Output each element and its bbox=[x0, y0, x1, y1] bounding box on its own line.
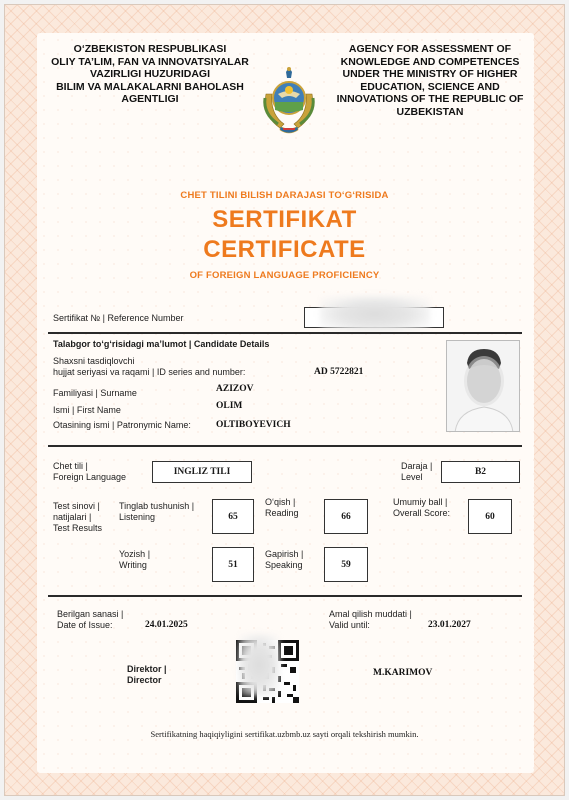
issuer-en-line: UZBEKISTAN bbox=[396, 105, 464, 118]
issuer-en-line: EDUCATION, SCIENCE AND bbox=[360, 80, 500, 93]
speaking-label-1: Gapirish | bbox=[265, 549, 304, 559]
redacted-signature bbox=[238, 634, 280, 696]
issuer-en-line: INNOVATIONS OF THE REPUBLIC OF bbox=[336, 93, 524, 106]
listening-score-box: 65 bbox=[212, 499, 254, 534]
subtitle-uz: CHET TILINI BILISH DARAJASI TO‘G‘RISIDA bbox=[180, 190, 389, 201]
test-results-label-3: Test Results bbox=[53, 523, 103, 533]
id-label-line-1: Shaxsni tasdiqlovchi bbox=[53, 356, 135, 366]
listening-label-2: Listening bbox=[119, 512, 156, 522]
title-en: CERTIFICATE bbox=[203, 236, 366, 263]
patronymic-value: OLTIBOYEVICH bbox=[216, 420, 291, 430]
reading-label-1: O‘qish | bbox=[265, 497, 296, 507]
valid-until-value: 23.01.2027 bbox=[428, 620, 471, 630]
overall-label-2: Overall Score: bbox=[393, 508, 451, 518]
issuer-uz-line: BILIM VA MALAKALARNI BAHOLASH bbox=[56, 80, 244, 93]
overall-label-1: Umumiy ball | bbox=[393, 497, 448, 507]
valid-until-label-2: Valid until: bbox=[329, 620, 370, 630]
level-value-box: B2 bbox=[441, 461, 520, 483]
reading-label-2: Reading bbox=[265, 508, 299, 518]
test-results-label-2: natijalari | bbox=[53, 512, 92, 522]
redacted-reference bbox=[320, 296, 430, 332]
reading-score-box: 66 bbox=[324, 499, 368, 534]
issuer-uz-line: VAZIRLIGI HUZURIDAGI bbox=[90, 68, 210, 81]
issuer-en-line: KNOWLEDGE AND COMPETENCES bbox=[340, 55, 520, 68]
language-label-1: Chet tili | bbox=[53, 461, 88, 471]
director-label-1: Direktor | bbox=[127, 664, 167, 674]
surname-label: Familiyasi | Surname bbox=[53, 388, 137, 398]
level-label-1: Daraja | bbox=[401, 461, 433, 471]
candidate-section-title: Talabgor to‘g‘risidagi ma’lumot | Candidate Details bbox=[53, 339, 270, 349]
first-name-value: OLIM bbox=[216, 401, 243, 411]
surname-value: AZIZOV bbox=[216, 384, 254, 394]
first-name-label: Ismi | First Name bbox=[53, 405, 121, 415]
divider-bottom bbox=[48, 595, 522, 597]
issue-date-label-2: Date of Issue: bbox=[57, 620, 113, 630]
issue-date-label-1: Berilgan sanasi | bbox=[57, 609, 124, 619]
level-label-2: Level bbox=[401, 472, 423, 482]
subtitle-en: OF FOREIGN LANGUAGE PROFICIENCY bbox=[189, 270, 380, 281]
issuer-uz bbox=[50, 43, 250, 106]
verification-note: Sertifikatning haqiqiyligini sertifikat.uzbmb.uz sayti orqali tekshirish mumkin. bbox=[150, 729, 419, 739]
director-name: M.KARIMOV bbox=[373, 668, 433, 678]
overall-score-box: 60 bbox=[468, 499, 512, 534]
reference-label: Sertifikat № | Reference Number bbox=[53, 313, 184, 323]
id-value: AD 5722821 bbox=[314, 367, 364, 377]
title-uz: SERTIFIKAT bbox=[212, 206, 357, 233]
issuer-uz-line: AGENTLIGI bbox=[121, 93, 179, 106]
valid-until-label-1: Amal qilish muddati | bbox=[329, 609, 412, 619]
id-label-line-2: hujjat seriyasi va raqami | ID series and number: bbox=[53, 367, 246, 377]
listening-label-1: Tinglab tushunish | bbox=[119, 501, 195, 511]
issuer-en bbox=[330, 43, 530, 119]
issuer-uz-line: O‘ZBEKISTON RESPUBLIKASI bbox=[73, 43, 227, 55]
language-label-2: Foreign Language bbox=[53, 472, 127, 482]
patronymic-label: Otasining ismi | Patronymic Name: bbox=[53, 420, 191, 430]
test-results-label-1: Test sinovi | bbox=[53, 501, 100, 511]
issuer-en-line: UNDER THE MINISTRY OF HIGHER bbox=[342, 68, 518, 81]
writing-label-2: Writing bbox=[119, 560, 147, 570]
candidate-photo bbox=[446, 340, 520, 432]
state-emblem-icon bbox=[258, 64, 320, 136]
issuer-uz-line: OLIY TA’LIM, FAN VA INNOVATSIYALAR bbox=[51, 55, 249, 68]
writing-score-box: 51 bbox=[212, 547, 254, 582]
language-value-box: INGLIZ TILI bbox=[152, 461, 252, 483]
director-label-2: Director bbox=[127, 675, 162, 685]
speaking-score-box: 59 bbox=[324, 547, 368, 582]
divider-top bbox=[48, 332, 522, 334]
issue-date-value: 24.01.2025 bbox=[145, 620, 188, 630]
issuer-en-line: AGENCY FOR ASSESSMENT OF bbox=[348, 43, 512, 55]
speaking-label-2: Speaking bbox=[265, 560, 303, 570]
writing-label-1: Yozish | bbox=[119, 549, 151, 559]
divider-middle bbox=[48, 445, 522, 447]
